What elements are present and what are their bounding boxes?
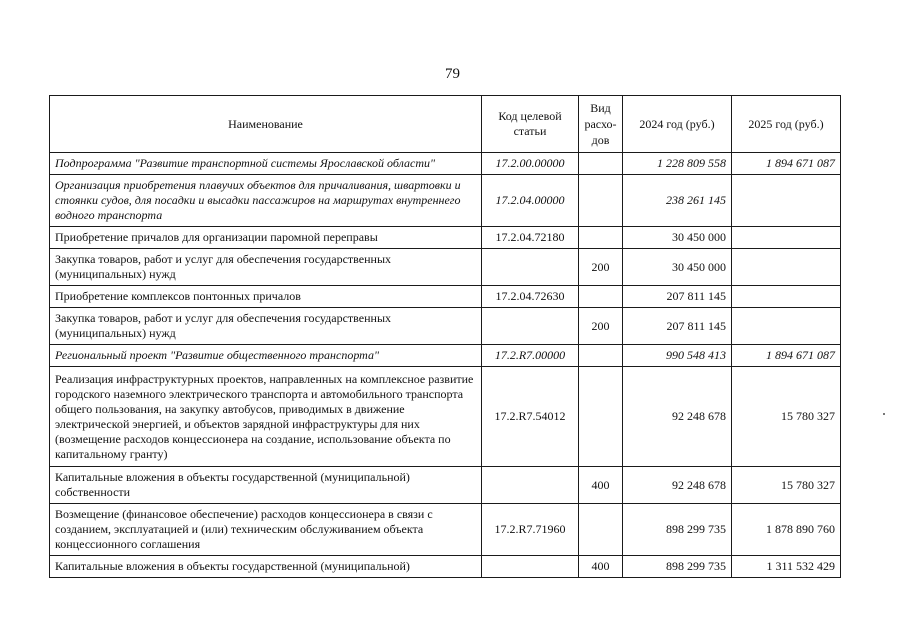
row-expense-type [579, 504, 623, 556]
row-amount-2025 [732, 175, 841, 227]
row-code [482, 308, 579, 345]
row-code [482, 467, 579, 504]
header-name: Наименование [50, 96, 482, 153]
row-amount-2024: 207 811 145 [623, 308, 732, 345]
table-row [50, 153, 841, 175]
row-amount-2024: 30 450 000 [623, 227, 732, 249]
row-amount-2025 [732, 308, 841, 345]
row-amount-2024: 898 299 735 [623, 556, 732, 578]
row-amount-2025: 1 878 890 760 [732, 504, 841, 556]
row-expense-type: 200 [579, 308, 623, 345]
header-2025: 2025 год (руб.) [732, 96, 841, 153]
row-code: 17.2.R7.54012 [482, 367, 579, 467]
scan-speck [883, 413, 885, 415]
table-row [50, 227, 841, 249]
table-row [50, 367, 841, 467]
page-number: 79 [445, 66, 460, 82]
row-name: Подпрограмма "Развитие транспортной системы Ярославской области" [50, 153, 482, 175]
row-name: Приобретение причалов для организации паромной переправы [50, 227, 482, 249]
table-row [50, 308, 841, 345]
table-row [50, 504, 841, 556]
row-code: 17.2.04.72630 [482, 286, 579, 308]
row-expense-type: 200 [579, 249, 623, 286]
row-name: Капитальные вложения в объекты государственной (муниципальной) собственности [50, 467, 482, 504]
row-amount-2024: 898 299 735 [623, 504, 732, 556]
header-code: Код целевой статьи [482, 96, 579, 153]
row-expense-type [579, 286, 623, 308]
row-amount-2024: 990 548 413 [623, 345, 732, 367]
table-row [50, 286, 841, 308]
row-expense-type [579, 175, 623, 227]
table-row [50, 249, 841, 286]
row-amount-2024: 207 811 145 [623, 286, 732, 308]
header-expense-type: Вид расхо-дов [579, 96, 623, 153]
row-expense-type [579, 153, 623, 175]
row-code: 17.2.00.00000 [482, 153, 579, 175]
row-name: Региональный проект "Развитие общественного транспорта" [50, 345, 482, 367]
row-amount-2024: 92 248 678 [623, 367, 732, 467]
row-code: 17.2.R7.00000 [482, 345, 579, 367]
row-amount-2024: 92 248 678 [623, 467, 732, 504]
row-name: Организация приобретения плавучих объектов для причаливания, швартовки и стоянки судов, для посадки и высадки пассажиров на маршрутах внутреннего водного транспорта [50, 175, 482, 227]
row-amount-2025: 15 780 327 [732, 367, 841, 467]
row-name: Закупка товаров, работ и услуг для обеспечения государственных (муниципальных) нужд [50, 308, 482, 345]
row-amount-2024: 1 228 809 558 [623, 153, 732, 175]
row-name: Возмещение (финансовое обеспечение) расходов концессионера в связи с созданием, эксплуатацией и (или) техническим обслуживанием объекта концессионного соглашения [50, 504, 482, 556]
row-amount-2025 [732, 286, 841, 308]
row-code: 17.2.04.72180 [482, 227, 579, 249]
row-name: Капитальные вложения в объекты государственной (муниципальной) [50, 556, 482, 578]
row-expense-type: 400 [579, 467, 623, 504]
row-amount-2025: 1 894 671 087 [732, 345, 841, 367]
header-row [50, 96, 841, 153]
row-code: 17.2.04.00000 [482, 175, 579, 227]
row-expense-type [579, 367, 623, 467]
row-amount-2025: 15 780 327 [732, 467, 841, 504]
table-row [50, 175, 841, 227]
row-name: Закупка товаров, работ и услуг для обеспечения государственных (муниципальных) нужд [50, 249, 482, 286]
row-code: 17.2.R7.71960 [482, 504, 579, 556]
row-amount-2024: 30 450 000 [623, 249, 732, 286]
budget-table [49, 95, 841, 578]
row-amount-2025: 1 894 671 087 [732, 153, 841, 175]
row-expense-type: 400 [579, 556, 623, 578]
row-amount-2024: 238 261 145 [623, 175, 732, 227]
row-amount-2025: 1 311 532 429 [732, 556, 841, 578]
row-expense-type [579, 345, 623, 367]
row-name: Реализация инфраструктурных проектов, направленных на комплексное развитие городского наземного электрического транспорта и автомобильного транспорта общего пользования, на закупку автобусов, приводимых в движение электрической энергией, и объектов зарядной инфраструктуры для них (возмещение расходов концессионера на создание, использование объекта по капитальному гранту) [50, 367, 482, 467]
row-amount-2025 [732, 227, 841, 249]
row-code [482, 556, 579, 578]
row-amount-2025 [732, 249, 841, 286]
row-name: Приобретение комплексов понтонных причалов [50, 286, 482, 308]
table-row [50, 467, 841, 504]
table-row [50, 556, 841, 578]
header-2024: 2024 год (руб.) [623, 96, 732, 153]
row-expense-type [579, 227, 623, 249]
table-row [50, 345, 841, 367]
row-code [482, 249, 579, 286]
